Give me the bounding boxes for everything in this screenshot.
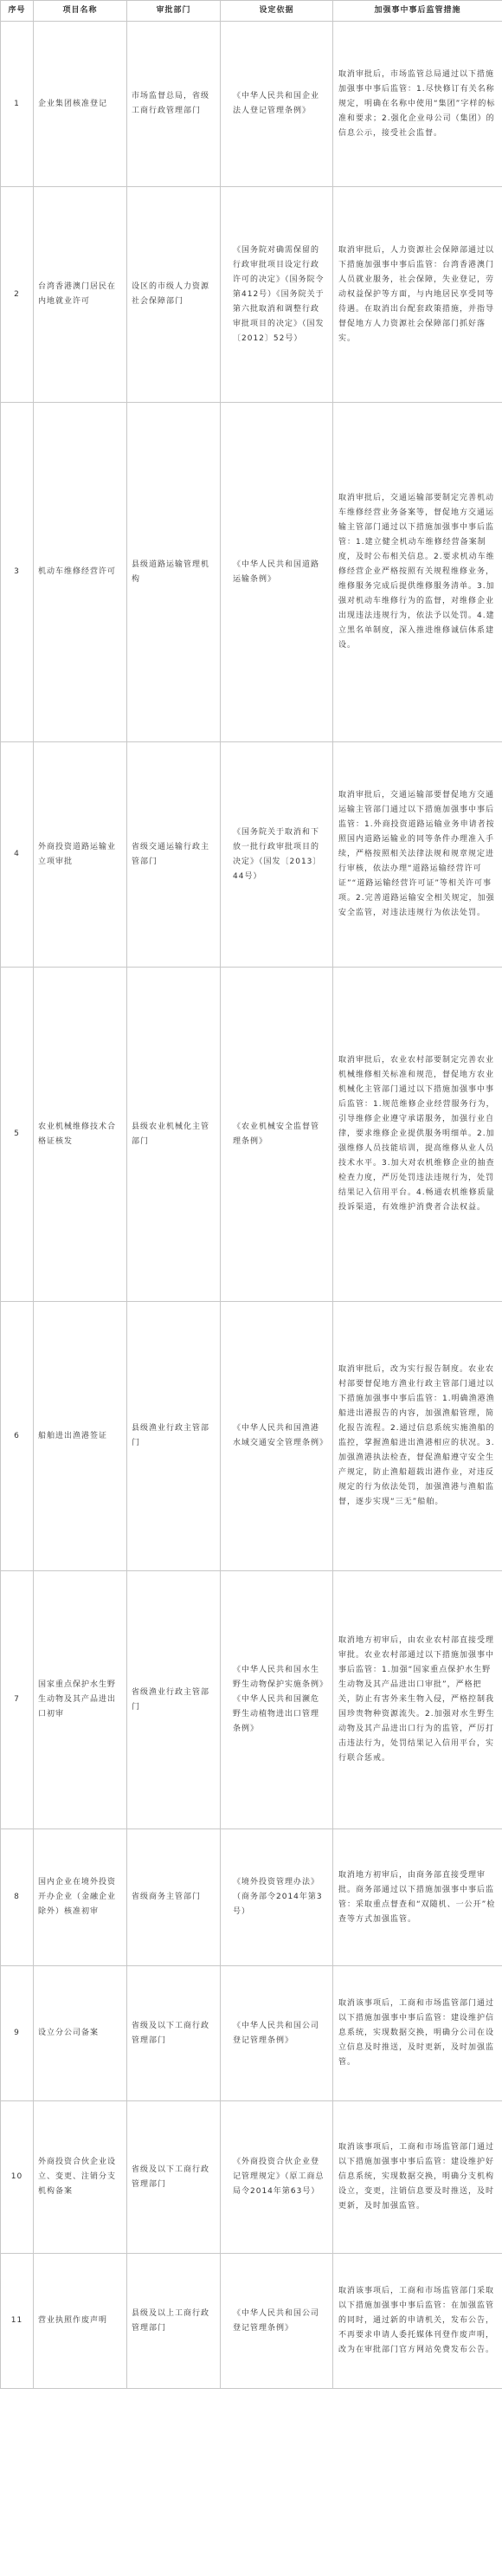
row-number: 9 xyxy=(1,1966,34,2101)
project-name: 农业机械维修技术合格证核发 xyxy=(34,968,127,1302)
project-name: 台湾香港澳门居民在内地就业许可 xyxy=(34,187,127,403)
table-row xyxy=(1,187,502,403)
approval-dept: 县级及以上工商行政管理部门 xyxy=(127,2254,221,2389)
table-row xyxy=(1,968,502,1302)
approval-dept: 县级农业机械化主管部门 xyxy=(127,968,221,1302)
approval-dept: 县级道路运输管理机构 xyxy=(127,403,221,742)
legal-basis: 《境外投资管理办法》（商务部令2014年第3号） xyxy=(221,1829,333,1966)
approval-dept: 省级渔业行政主管部门 xyxy=(127,1571,221,1829)
supervision-measure: 取消地方初审后，由商务部直接受理审批。商务部通过以下措施加强事中事后监管：采取重点督查和“双随机、一公开”检查等方式加强监管。 xyxy=(333,1829,502,1966)
row-number: 4 xyxy=(1,742,34,968)
supervision-measure: 取消该事项后，工商和市场监管部门通过以下措施加强事中事后监管：建设维护信息系统，实现数据交换，明确分公司在设立信息及时推送，及时更新，及时加强监管。 xyxy=(333,1966,502,2101)
project-name: 国内企业在境外投资开办企业（金融企业除外）核准初审 xyxy=(34,1829,127,1966)
row-number: 5 xyxy=(1,968,34,1302)
supervision-measure: 取消地方初审后，由农业农村部直接受理审批。农业农村部通过以下措施加强事中事后监管：1.加强“国家重点保护水生野生动物及其产品进出口审批”，严格把关，防止有害外来生物入侵，严格控制我国珍贵物种资源流失。2.加强对水生野生动物及其产品进出口行为的监管，严厉打击违法行为，处罚结果记入信用平台，实行联合惩戒。 xyxy=(333,1571,502,1829)
approval-dept: 设区的市级人力资源社会保障部门 xyxy=(127,187,221,403)
legal-basis: 《中华人民共和国道路运输条例》 xyxy=(221,403,333,742)
table-row xyxy=(1,403,502,742)
project-name: 国家重点保护水生野生动物及其产品进出口初审 xyxy=(34,1571,127,1829)
legal-basis: 《国务院关于取消和下放一批行政审批项目的决定》（国发〔2013〕44号） xyxy=(221,742,333,968)
row-number: 7 xyxy=(1,1571,34,1829)
header-basis: 设定依据 xyxy=(221,1,333,22)
project-name: 外商投资道路运输业立项审批 xyxy=(34,742,127,968)
legal-basis: 《中华人民共和国企业法人登记管理条例》 xyxy=(221,22,333,187)
project-name: 外商投资合伙企业设立、变更、注销分支机构备案 xyxy=(34,2101,127,2254)
table-header-row xyxy=(1,1,502,22)
table-row xyxy=(1,1966,502,2101)
row-number: 8 xyxy=(1,1829,34,1966)
header-name: 项目名称 xyxy=(34,1,127,22)
legal-basis: 《中华人民共和国公司登记管理条例》 xyxy=(221,1966,333,2101)
supervision-measure: 取消该事项后，工商和市场监管部门通过以下措施加强事中事后监管：建设维护好信息系统，实现数据交换，明确分支机构设立，变更，注销信息要及时推送，及时更新，及时加强监管。 xyxy=(333,2101,502,2254)
row-number: 3 xyxy=(1,403,34,742)
project-name: 营业执照作废声明 xyxy=(34,2254,127,2389)
table-row xyxy=(1,2254,502,2389)
table-row xyxy=(1,22,502,187)
supervision-measure: 取消该事项后，工商和市场监管部门采取以下措施加强事中事后监管：在加强监管的同时，通过新的申请机关，发布公告，不再要求申请人委托媒体刊登作废声明，改为在审批部门官方网站免费发布公告。 xyxy=(333,2254,502,2389)
row-number: 11 xyxy=(1,2254,34,2389)
legal-basis: 《国务院对确需保留的行政审批项目设定行政许可的决定》（国务院令第412号）《国务院关于第六批取消和调整行政审批项目的决定》（国发〔2012〕52号） xyxy=(221,187,333,403)
approval-dept: 省级交通运输行政主管部门 xyxy=(127,742,221,968)
table-row xyxy=(1,742,502,968)
row-number: 6 xyxy=(1,1302,34,1571)
table-row xyxy=(1,1302,502,1571)
approval-dept: 县级渔业行政主管部门 xyxy=(127,1302,221,1571)
header-no: 序号 xyxy=(1,1,34,22)
supervision-measure: 取消审批后，人力资源社会保障部通过以下措施加强事中事后监管：台湾香港澳门人员就业服务，社会保障，失业登记，劳动权益保护等方面，与内地居民享受同等待遇。在取消出台配套政策措施，并指导督促地方人力资源社会保障部门抓好落实。 xyxy=(333,187,502,403)
row-number: 1 xyxy=(1,22,34,187)
project-name: 企业集团核准登记 xyxy=(34,22,127,187)
row-number: 10 xyxy=(1,2101,34,2254)
header-dept: 审批部门 xyxy=(127,1,221,22)
supervision-measure: 取消审批后，交通运输部要制定完善机动车维修经营业务备案等，督促地方交通运输主管部门通过以下措施加强事中事后监管：1.建立健全机动车维修经营备案制度，及时公布相关信息。2.要求机动车维修经营企业严格按照有关规程维修业务，维修服务完成后提供维修服务清单。3.加强对机动车维修行为的监督，对维修企业出现违法违规行为，依法予以处罚。4.建立黑名单制度，深入推进维修诚信体系建设。 xyxy=(333,403,502,742)
project-name: 船舶进出渔港签证 xyxy=(34,1302,127,1571)
legal-basis: 《中华人民共和国公司登记管理条例》 xyxy=(221,2254,333,2389)
approval-dept: 省级商务主管部门 xyxy=(127,1829,221,1966)
legal-basis: 《中华人民共和国水生野生动物保护实施条例》《中华人民共和国濒危野生动植物进出口管理条例》 xyxy=(221,1571,333,1829)
project-name: 设立分公司备案 xyxy=(34,1966,127,2101)
supervision-measure: 取消审批后，交通运输部要督促地方交通运输主管部门通过以下措施加强事中事后监管：1.外商投资道路运输业务申请者按照国内道路运输业的同等条件办理准入手续，严格按照相关法律法规和规章规定进行审核，依法办理“道路运输经营许可证”“道路运输经营许可证”等相关许可事项。2.完善道路运输安全相关规定，加强安全监管，对违法违规行为依法处罚。 xyxy=(333,742,502,968)
approval-dept: 省级及以下工商行政管理部门 xyxy=(127,2101,221,2254)
legal-basis: 《中华人民共和国渔港水域交通安全管理条例》 xyxy=(221,1302,333,1571)
table-row xyxy=(1,2101,502,2254)
legal-basis: 《外商投资合伙企业登记管理规定》（原工商总局令2014年第63号） xyxy=(221,2101,333,2254)
project-name: 机动车维修经营许可 xyxy=(34,403,127,742)
header-measure: 加强事中事后监管措施 xyxy=(333,1,502,22)
approval-dept: 省级及以下工商行政管理部门 xyxy=(127,1966,221,2101)
supervision-measure: 取消审批后，农业农村部要制定完善农业机械维修相关标准和规范，督促地方农业机械化主管部门通过以下措施加强事中事后监管：1.规范维修企业经营服务行为，引导维修企业遵守承诺服务，加强行业自律，要求维修企业提供服务明细单。2.加强维修人员技能培训，提高维修从业人员技术水平。3.加大对农机维修企业的抽查检查力度，严厉处罚违法违规行为，处罚结果记入信用平台。4.畅通农机维修质量投诉渠道，有效维护消费者合法权益。 xyxy=(333,968,502,1302)
table-row xyxy=(1,1571,502,1829)
supervision-measure: 取消审批后，改为实行报告制度。农业农村部要督促地方渔业行政主管部门通过以下措施加强事中事后监管：1.明确渔港渔船进出港报告的内容，加强渔船管理，简化报告流程。2.通过信息系统实施渔船的监控，掌握渔船进出渔港相应的状况。3.加强渔港执法检查，督促渔船遵守安全生产规定，防止渔船超载出港作业，对违反规定的行为依法处罚，加强渔港与渔船监督，逐步实现“三无”船舶。 xyxy=(333,1302,502,1571)
approval-dept: 市场监督总局，省级工商行政管理部门 xyxy=(127,22,221,187)
row-number: 2 xyxy=(1,187,34,403)
legal-basis: 《农业机械安全监督管理条例》 xyxy=(221,968,333,1302)
table-row xyxy=(1,1829,502,1966)
supervision-measure: 取消审批后，市场监管总局通过以下措施加强事中事后监管：1.尽快修订有关名称规定，明确在名称中使用“集团”字样的标准和要求；2.强化企业母公司（集团）的信息公示，接受社会监督。 xyxy=(333,22,502,187)
